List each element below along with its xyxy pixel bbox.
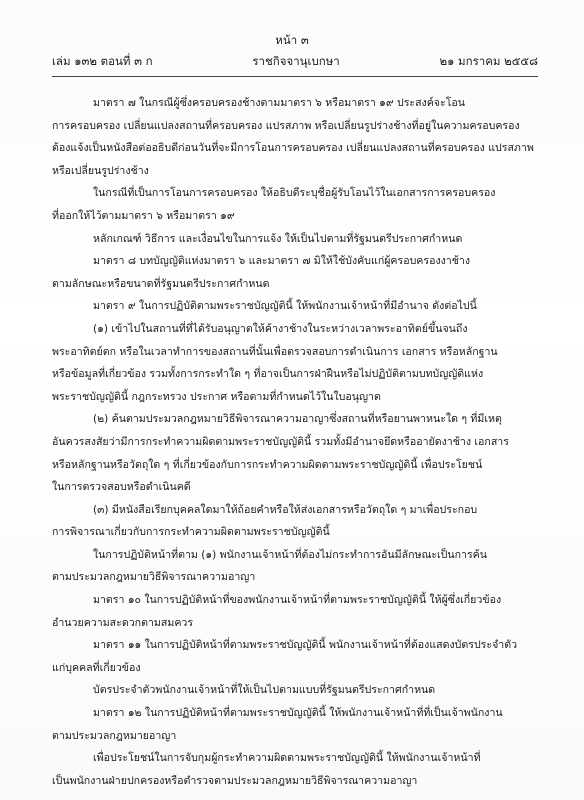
text-line: หรือข้อมูลที่เกี่ยวข้อง รวมทั้งการกระทำใด ๆ ที่อาจเป็นการฝ่าฝืนหรือไม่ปฏิบัติตามบทบัญญัติแห่ง xyxy=(52,368,484,381)
text-line: มาตรา ๑๐ ในการปฏิบัติหน้าที่ของพนักงานเจ้าหน้าที่ตามพระราชบัญญัตินี้ ให้ผู้ซึ่งเกี่ยวข้อง xyxy=(93,594,502,607)
document-body xyxy=(52,92,538,792)
text-line: เป็นพนักงานฝ่ายปกครองหรือตำรวจตามประมวลกฎหมายวิธีพิจารณาความอาญา xyxy=(52,774,418,787)
text-line: ตามลักษณะหรือขนาดที่รัฐมนตรีประกาศกำหนด xyxy=(52,277,270,290)
text-line: ในกรณีที่เป็นการโอนการครอบครอง ให้อธิบดีระบุชื่อผู้รับโอนไว้ในเอกสารการครอบครอง xyxy=(93,187,496,200)
text-line: มาตรา ๑๑ ในการปฏิบัติหน้าที่ตามพระราชบัญญัตินี้ พนักงานเจ้าหน้าที่ต้องแสดงบัตรประจำตัว xyxy=(93,639,518,652)
text-line: หลักเกณฑ์ วิธีการ และเงื่อนไขในการแจ้ง ให้เป็นไปตามที่รัฐมนตรีประกาศกำหนด xyxy=(93,232,463,245)
text-line: แก่บุคคลที่เกี่ยวข้อง xyxy=(52,661,141,674)
header-divider xyxy=(52,76,538,77)
text-line: อันควรสงสัยว่ามีการกระทำความผิดตามพระราชบัญญัตินี้ รวมทั้งมีอำนาจยึดหรืออายัดงาช้าง เอกสาร xyxy=(52,435,509,448)
text-line: มาตรา ๗ ในกรณีผู้ซึ่งครอบครองช้างตามมาตรา ๖ หรือมาตรา ๑๙ ประสงค์จะโอน xyxy=(93,97,466,109)
text-line: (๓) มีหนังสือเรียกบุคคลใดมาให้ถ้อยคำหรือให้ส่งเอกสารหรือวัตถุใด ๆ มาเพื่อประกอบ xyxy=(93,503,478,516)
text-line: การพิจารณาเกี่ยวกับการกระทำความผิดตามพระราชบัญญัตินี้ xyxy=(52,526,330,539)
text-line: ตามประมวลกฎหมายอาญา xyxy=(52,729,177,742)
text-line: การครอบครอง เปลี่ยนแปลงสถานที่ครอบครอง แปรสภาพ หรือเปลี่ยนรูปร่างช้างที่อยู่ในความครอบครอง xyxy=(52,119,520,132)
text-line: มาตรา ๘ บทบัญญัติแห่งมาตรา ๖ และมาตรา ๗ มิให้ใช้บังคับแก่ผู้ครอบครองงาช้าง xyxy=(93,255,471,268)
text-line: มาตรา ๙ ในการปฏิบัติตามพระราชบัญญัตินี้ ให้พนักงานเจ้าหน้าที่มีอำนาจ ดังต่อไปนี้ xyxy=(93,300,477,313)
text-line: (๑) เข้าไปในสถานที่ที่ได้รับอนุญาตให้ค้างาช้างในระหว่างเวลาพระอาทิตย์ขึ้นจนถึง xyxy=(93,322,468,335)
page-header xyxy=(52,54,538,68)
text-line: หรือเปลี่ยนรูปร่างช้าง xyxy=(52,164,149,177)
page-number: หน้า ๓ xyxy=(275,33,309,47)
text-line: ต้องแจ้งเป็นหนังสือต่ออธิบดีก่อนวันที่จะมีการโอนการครอบครอง เปลี่ยนแปลงสถานที่ครอบครอง แปรสภาพ xyxy=(52,142,534,155)
text-line: มาตรา ๑๒ ในการปฏิบัติหน้าที่ตามพระราชบัญญัตินี้ ให้พนักงานเจ้าหน้าที่ที่เป็นเจ้าพนักงาน xyxy=(93,707,503,720)
publication-date: ๒๑ มกราคม ๒๕๕๘ xyxy=(439,54,538,68)
text-line: ในการปฏิบัติหน้าที่ตาม (๑) พนักงานเจ้าหน้าที่ต้องไม่กระทำการอันมีลักษณะเป็นการค้น xyxy=(93,548,488,561)
text-line: ที่ออกให้ไว้ตามมาตรา ๖ หรือมาตรา ๑๙ xyxy=(52,209,235,222)
text-line: พระราชบัญญัตินี้ กฎกระทรวง ประกาศ หรือตามที่กำหนดไว้ในใบอนุญาต xyxy=(52,390,381,403)
text-line: พระอาทิตย์ตก หรือในเวลาทำการของสถานที่นั้นเพื่อตรวจสอบการดำเนินการ เอกสาร หรือหลักฐาน xyxy=(52,345,498,358)
text-line: หรือหลักฐานหรือวัตถุใด ๆ ที่เกี่ยวข้องกับการกระทำความผิดตามพระราชบัญญัตินี้ เพื่อประโยชน์ xyxy=(52,458,483,471)
text-line: (๒) ค้นตามประมวลกฎหมายวิธีพิจารณาความอาญาซึ่งสถานที่หรือยานพาหนะใด ๆ ที่มีเหตุ xyxy=(93,413,502,426)
gazette-title: ราชกิจจานุเบกษา xyxy=(252,54,340,68)
volume-issue: เล่ม ๑๓๒ ตอนที่ ๓ ก xyxy=(52,54,153,68)
text-line: บัตรประจำตัวพนักงานเจ้าหน้าที่ให้เป็นไปตามแบบที่รัฐมนตรีประกาศกำหนด xyxy=(93,684,436,697)
text-line: อำนวยความสะดวกตามสมควร xyxy=(52,616,194,629)
text-line: ตามประมวลกฎหมายวิธีพิจารณาความอาญา xyxy=(52,571,256,584)
text-line: ในการตรวจสอบหรือดำเนินคดี xyxy=(52,481,191,494)
text-line: เพื่อประโยชน์ในการจับกุมผู้กระทำความผิดตามพระราชบัญญัตินี้ ให้พนักงานเจ้าหน้าที่ xyxy=(93,752,481,765)
